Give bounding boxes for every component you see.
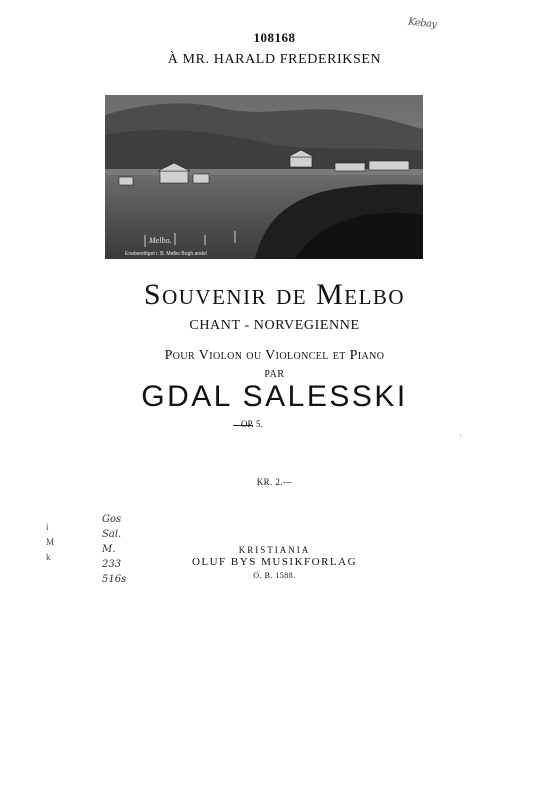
composer-name: GDAL SALESSKI [141, 380, 408, 413]
dedication: À MR. HARALD FREDERIKSEN [167, 52, 382, 67]
margin-mark: i [46, 522, 49, 532]
subtitle: CHANT - NORVEGIENNE [189, 318, 360, 333]
landscape-photo [105, 95, 423, 259]
plate-number: O. B. 1588. [253, 571, 296, 580]
price: KR. 2.— [256, 477, 293, 487]
opus-number: OP. 5. [241, 419, 263, 429]
par-label: PAR [264, 369, 285, 380]
photo-caption: Melbo. [149, 236, 172, 245]
stray-mark: ʾ [459, 434, 463, 445]
library-mark: M. [102, 544, 116, 555]
publisher-place: KRISTIANIA [238, 545, 311, 555]
photo-credit: Eneberettiget r. B. Melbo Bogh.andel [125, 251, 207, 257]
page-title: Souvenir de Melbo [143, 278, 406, 311]
margin-mark: k [46, 552, 51, 562]
library-mark: Gos [102, 514, 122, 525]
margin-mark: M [46, 537, 55, 547]
instrumentation: Pour Violon ou Violoncel et Piano [164, 348, 385, 363]
library-mark: 516s [102, 574, 127, 585]
catalog-number: 108168 [253, 30, 296, 45]
publisher-name: OLUF BYS MUSIKFORLAG [191, 556, 358, 568]
handwritten-note: Kebay [407, 16, 438, 31]
library-mark: Sal. [102, 529, 122, 540]
library-mark: 233 [102, 559, 122, 570]
